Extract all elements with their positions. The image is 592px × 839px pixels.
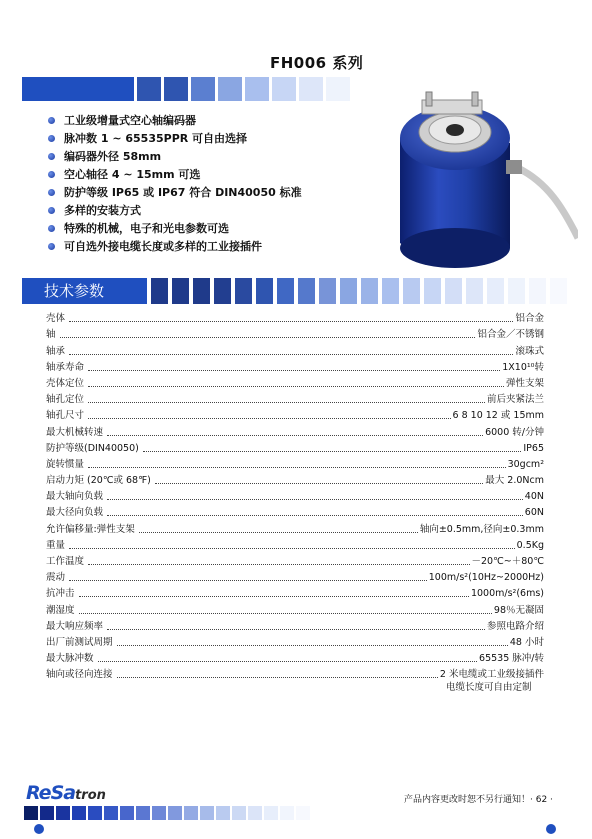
spec-strip-square — [193, 278, 210, 304]
spec-value: 30gcm² — [507, 458, 544, 470]
dot-leader — [69, 321, 513, 322]
footer-strip-square — [200, 806, 214, 820]
spec-strip-square — [382, 278, 399, 304]
footer-strip-square — [24, 806, 38, 820]
dot-leader — [79, 613, 492, 614]
header-strip-square — [164, 77, 188, 101]
spec-label: 轴孔定位 — [46, 394, 85, 406]
feature-item — [48, 202, 302, 220]
spec-row — [46, 406, 544, 422]
dot-leader — [107, 515, 523, 516]
dot-leader — [79, 596, 469, 597]
spec-value: 60N — [524, 507, 544, 519]
spec-value: 6000 转/分钟 — [485, 426, 544, 438]
dot-leader — [143, 451, 522, 452]
dot-leader — [117, 677, 438, 678]
footer-strip-square — [248, 806, 262, 820]
header-strip-square — [272, 77, 296, 101]
spec-strip-square — [340, 278, 357, 304]
spec-section-title: 技术参数 — [22, 278, 147, 304]
header-strip-square — [218, 77, 242, 101]
spec-strip-square — [466, 278, 483, 304]
feature-list — [48, 112, 302, 256]
spec-value: 1000m/s²(6ms) — [470, 588, 544, 600]
spec-row — [46, 309, 544, 325]
logo-text-secondary: tron — [75, 788, 106, 803]
spec-value: 0.5Kg — [516, 539, 544, 551]
feature-text: 空心轴径 4 ~ 15mm 可选 — [64, 168, 201, 181]
header-strip-square — [191, 77, 215, 101]
spec-label: 出厂前测试周期 — [46, 636, 113, 648]
dot-leader — [117, 645, 508, 646]
header-strip-square — [326, 77, 350, 101]
feature-text: 脉冲数 1 ~ 65535PPR 可自由选择 — [64, 132, 248, 145]
spec-strip-square — [550, 278, 567, 304]
footer-strip-square — [168, 806, 182, 820]
encoder-product-image — [378, 88, 578, 298]
spec-value: 6 8 10 12 或 15mm — [452, 410, 544, 422]
dot-leader — [139, 532, 418, 533]
spec-strip-square — [277, 278, 294, 304]
spec-value: 弹性支架 — [505, 377, 544, 389]
spec-header-color-strip — [151, 278, 571, 304]
footer-color-strip — [24, 806, 312, 820]
footer-strip-square — [184, 806, 198, 820]
spec-strip-square — [424, 278, 441, 304]
dot-leader — [69, 354, 513, 355]
spec-row — [46, 600, 544, 616]
footer-note: 产品内容更改时恕不另行通知！· 62 · — [404, 795, 553, 805]
footer-strip-square — [56, 806, 70, 820]
spec-value: －20℃~＋80℃ — [471, 556, 544, 567]
spec-strip-square — [319, 278, 336, 304]
spec-table — [46, 309, 544, 681]
spec-label: 最大响应频率 — [46, 620, 104, 632]
spec-label: 防护等级(DIN40050) — [46, 442, 139, 454]
spec-label: 旋转惯量 — [46, 458, 85, 470]
spec-label: 轴 — [46, 329, 56, 341]
spec-strip-square — [214, 278, 231, 304]
bullet-icon — [48, 225, 55, 232]
spec-label: 允许偏移量:弹性支架 — [46, 523, 135, 535]
footer-left-dot — [34, 824, 44, 834]
feature-text: 防护等级 IP65 或 IP67 符合 DIN40050 标准 — [64, 186, 302, 199]
spec-value: 65535 脉冲/转 — [479, 653, 544, 665]
spec-row — [46, 455, 544, 471]
spec-value: 最大 2.0Ncm — [485, 475, 544, 487]
dot-leader — [69, 548, 515, 549]
bullet-icon — [48, 207, 55, 214]
spec-value: 1X10¹⁰转 — [502, 361, 544, 373]
dot-leader — [88, 370, 500, 371]
feature-text: 工业级增量式空心轴编码器 — [64, 114, 196, 127]
spec-label: 震动 — [46, 572, 66, 584]
spec-row — [46, 552, 544, 568]
spec-row — [46, 341, 544, 357]
feature-item — [48, 238, 302, 256]
footer-right-dot — [546, 824, 556, 834]
spec-value: 100m/s²(10Hz~2000Hz) — [428, 572, 544, 584]
dot-leader — [88, 564, 470, 565]
dot-leader — [60, 337, 476, 338]
dot-leader — [88, 402, 485, 403]
footer-strip-square — [280, 806, 294, 820]
dot-leader — [98, 661, 478, 662]
spec-row — [46, 374, 544, 390]
feature-item — [48, 184, 302, 202]
bullet-icon — [48, 189, 55, 196]
dot-leader — [69, 580, 427, 581]
spec-strip-square — [487, 278, 504, 304]
feature-item — [48, 130, 302, 148]
spec-label: 抗冲击 — [46, 588, 75, 600]
bullet-icon — [48, 243, 55, 250]
dot-leader — [88, 467, 506, 468]
footer-strip-square — [216, 806, 230, 820]
spec-label: 工作温度 — [46, 556, 85, 567]
spec-value: 前后夹紧法兰 — [486, 394, 544, 406]
dot-leader — [107, 435, 483, 436]
header-color-strip — [22, 77, 353, 101]
spec-row — [46, 471, 544, 487]
spec-row — [46, 325, 544, 341]
spec-row — [46, 568, 544, 584]
spec-row — [46, 536, 544, 552]
spec-label: 最大径向负载 — [46, 507, 104, 519]
spec-row — [46, 519, 544, 535]
spec-strip-square — [298, 278, 315, 304]
spec-value: 40N — [524, 491, 544, 503]
header-strip-main-bar — [22, 77, 134, 101]
spec-row — [46, 649, 544, 665]
footer-strip-square — [88, 806, 102, 820]
spec-row — [46, 617, 544, 633]
feature-item — [48, 220, 302, 238]
spec-value: 2 米电缆或工业级接插件 — [439, 669, 544, 681]
dot-leader — [88, 418, 451, 419]
spec-value: 铝合金 — [515, 313, 544, 325]
spec-strip-square — [172, 278, 189, 304]
spec-label: 启动力矩 (20℃或 68℉) — [46, 475, 151, 487]
spec-value: 98％无凝固 — [493, 604, 544, 616]
spec-label: 最大轴向负载 — [46, 491, 104, 503]
bullet-icon — [48, 135, 55, 142]
spec-strip-square — [361, 278, 378, 304]
spec-strip-square — [445, 278, 462, 304]
spec-label: 轴承寿命 — [46, 361, 85, 373]
header-strip-square — [245, 77, 269, 101]
feature-text: 特殊的机械，电子和光电参数可选 — [64, 222, 229, 235]
feature-text: 多样的安装方式 — [64, 204, 141, 217]
footer-strip-square — [104, 806, 118, 820]
feature-item — [48, 112, 302, 130]
logo-text-main: ReSa — [26, 782, 76, 804]
spec-label: 轴孔尺寸 — [46, 410, 85, 422]
spec-row — [46, 584, 544, 600]
spec-label: 轴向或径向连接 — [46, 669, 113, 681]
spec-value: IP65 — [523, 442, 544, 454]
spec-row — [46, 633, 544, 649]
spec-row — [46, 439, 544, 455]
feature-item — [48, 166, 302, 184]
resatron-logo — [26, 782, 106, 804]
footer-strip-square — [40, 806, 54, 820]
spec-value: 48 小时 — [509, 636, 544, 648]
feature-text: 可自选外接电缆长度或多样的工业接插件 — [64, 240, 262, 253]
spec-strip-square — [508, 278, 525, 304]
spec-strip-square — [403, 278, 420, 304]
bullet-icon — [48, 117, 55, 124]
spec-strip-square — [256, 278, 273, 304]
spec-label: 轴承 — [46, 345, 66, 357]
spec-value: 轴向±0.5mm,径向±0.3mm — [419, 523, 544, 535]
bullet-icon — [48, 171, 55, 178]
spec-strip-square — [151, 278, 168, 304]
footer-strip-square — [264, 806, 278, 820]
spec-row — [46, 358, 544, 374]
spec-row — [46, 487, 544, 503]
footer-strip-square — [120, 806, 134, 820]
footer-strip-square — [296, 806, 310, 820]
spec-label: 壳体定位 — [46, 377, 85, 389]
dot-leader — [107, 629, 485, 630]
dot-leader — [88, 386, 504, 387]
footer-strip-square — [136, 806, 150, 820]
spec-strip-square — [529, 278, 546, 304]
footer-strip-square — [72, 806, 86, 820]
spec-label: 壳体 — [46, 313, 66, 325]
spec-value: 滚珠式 — [515, 345, 544, 357]
header-strip-square — [137, 77, 161, 101]
series-title: FH006 系列 — [270, 54, 364, 72]
spec-label: 潮湿度 — [46, 604, 75, 616]
spec-label: 最大脉冲数 — [46, 653, 94, 665]
spec-strip-square — [235, 278, 252, 304]
bullet-icon — [48, 153, 55, 160]
spec-label: 最大机械转速 — [46, 426, 104, 438]
dot-leader — [107, 499, 523, 500]
feature-item — [48, 148, 302, 166]
footer-strip-square — [152, 806, 166, 820]
spec-row — [46, 422, 544, 438]
spec-extra-note: 电缆长度可自由定制 — [446, 682, 532, 693]
spec-row — [46, 390, 544, 406]
footer-strip-square — [232, 806, 246, 820]
spec-value: 铝合金／不锈钢 — [477, 329, 544, 341]
spec-value: 参照电路介绍 — [486, 620, 544, 632]
feature-text: 编码器外径 58mm — [64, 150, 162, 163]
dot-leader — [155, 483, 483, 484]
header-strip-square — [299, 77, 323, 101]
spec-row — [46, 503, 544, 519]
spec-label: 重量 — [46, 539, 66, 551]
